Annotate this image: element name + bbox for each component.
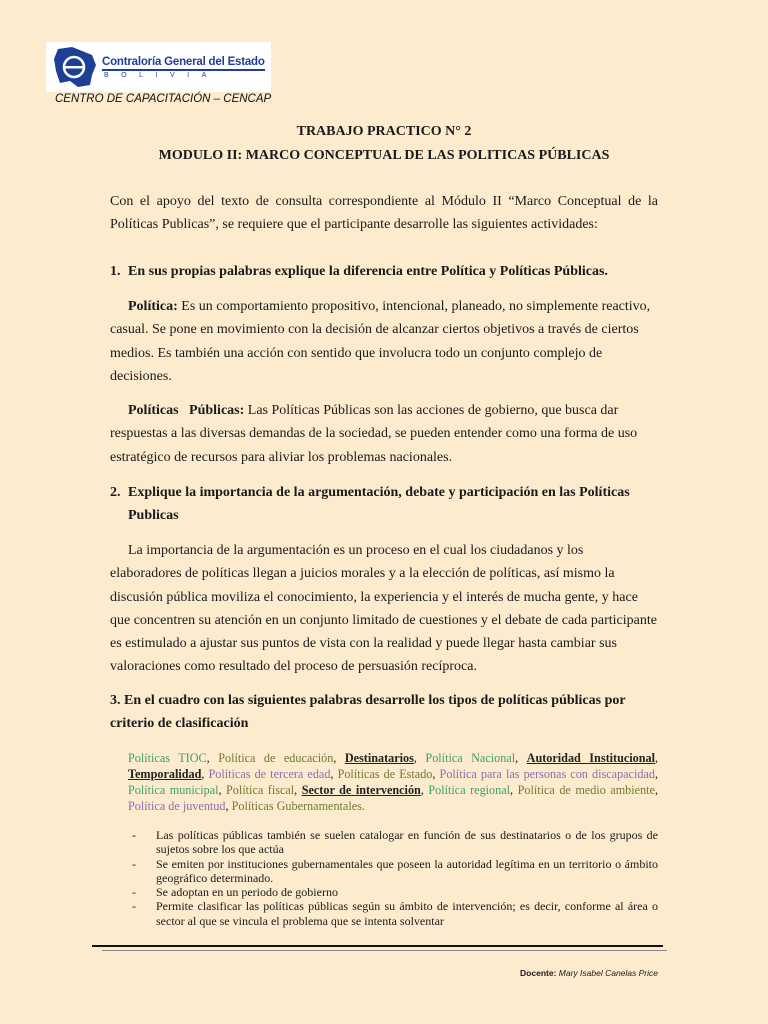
answer-politica-label: Política: [128, 299, 178, 314]
logo-name: Contraloría General del Estado [102, 55, 265, 68]
word-item: Políticas de tercera edad [208, 767, 331, 781]
answer-politica-text: Es un comportamiento propositivo, intencional, planeado, no simplemente reactivo, casual. Se pone en movimiento con la decisión de alcanzar ciertos objetivos a través de ciertos medios. Es también una acción con sentido que involucra todo un conjunto complejo de decisiones. [110, 299, 651, 384]
word-item: Política de medio ambiente [517, 783, 655, 797]
dash-icon: - [132, 856, 136, 871]
word-item: Sector de intervención [301, 783, 421, 797]
word-item: Política de juventud [128, 799, 226, 813]
dash-icon: - [132, 899, 136, 914]
footer-name: Mary Isabel Canelas Price [556, 968, 658, 978]
title-line-1: TRABAJO PRACTICO N° 2 [296, 124, 472, 139]
answer-politica [110, 295, 658, 388]
answer-2: La importancia de la argumentación es un proceso en el cual los ciudadanos y los elaboradores de políticas llegan a juicios morales y a la elección de políticas, así mismo la discusión pública moviliza el conocimiento, la experiencia y el interés de mucha gente, y hace que concentren su atención en un conjunto limitado de cuestiones y el debate de cada participante es estimulado a ajustar sus puntos de vista con la realidad y puede llegar hasta cambiar sus valoraciones como resultado del proceso de persuasión recíproca. [110, 543, 657, 675]
bullet-text: Las políticas públicas también se suelen catalogar en función de sus destinatarios o de los grupos de sujetos sobre los que actúa [156, 828, 658, 857]
word-item: Política Nacional [425, 751, 516, 765]
footer-divider-shadow [102, 950, 667, 951]
bullet-text: Permite clasificar las políticas públicas según su ámbito de intervención; es decir, conforme al área o sector al que se vincula el problema que se intenta solventar [156, 899, 658, 928]
footer-divider [92, 945, 663, 947]
word-item: Temporalidad [128, 767, 202, 781]
word-item: Política municipal [128, 783, 219, 797]
word-item: Destinatarios [344, 751, 414, 765]
word-item: Políticas TIOC [128, 751, 207, 765]
footer-label: Docente [520, 968, 554, 978]
dash-icon: - [132, 828, 136, 842]
bullet-list [128, 828, 658, 928]
header-cencap: CENTRO DE CAPACITACIÓN – CENCAP [55, 93, 272, 105]
question-3: 3. En el cuadro con las siguientes palabras desarrolle los tipos de políticas públicas por criterio de clasificación [110, 693, 626, 732]
logo-rule [102, 69, 265, 71]
question-1-text: En sus propias palabras explique la diferencia entre Política y Políticas Públicas. [128, 264, 608, 279]
bullet-text: Se adoptan en un periodo de gobierno [156, 885, 338, 900]
word-item: Autoridad Institucional [526, 751, 655, 765]
answer-politicas-publicas [110, 399, 658, 469]
intro-paragraph: Con el apoyo del texto de consulta correspondiente al Módulo II “Marco Conceptual de la Políticas Publicas”, se requiere que el participante desarrolle las siguientes actividades: [110, 194, 658, 233]
word-item: Política fiscal [226, 783, 295, 797]
question-2-number: 2. [110, 485, 121, 500]
question-2 [110, 481, 658, 528]
question-1-number: 1. [110, 264, 121, 279]
title-line-2: MODULO II: MARCO CONCEPTUAL DE LAS POLITICAS PÚBLICAS [158, 148, 610, 163]
word-item: Política para las personas con discapacidad [439, 767, 655, 781]
word-item: Políticas de Estado [337, 767, 433, 781]
answer-politicas-publicas-text: Las Políticas Públicas son las acciones de gobierno, que busca dar respuestas a las diversas demandas de la sociedad, se pueden entender como una forma de uso estratégico de recursos para aliviar los problemas nacionales. [110, 403, 638, 465]
bullet-item [128, 828, 658, 857]
word-item: Política de educación [218, 751, 334, 765]
word-item: Políticas Gubernamentales. [231, 799, 365, 813]
question-2-text: Explique la importancia de la argumentación, debate y participación en las Políticas Publicas [128, 485, 630, 524]
word-list: Políticas TIOC, Política de educación, Destinatarios, Política Nacional, Autoridad Institucional, Temporalidad, Políticas de tercera edad, Políticas de Estado, Política para las personas con discapacidad, Política municipal, Política fiscal, Sector de intervención, Política regional, Política de medio ambiente, Política de juventud, Políticas Gubernamentales. [128, 751, 659, 813]
footer: Docente: Mary Isabel Canelas Price [520, 968, 658, 978]
logo [46, 42, 271, 92]
bullet-text: Se emiten por instituciones gubernamentales que poseen la autoridad legítima en un territorio o ámbito geográfico determinado. [156, 856, 658, 885]
question-1 [110, 260, 658, 283]
word-item: Política regional [428, 783, 511, 797]
dash-icon: - [132, 885, 136, 900]
answer-politicas-publicas-label: Políticas Públicas: [128, 403, 245, 418]
bullet-item [128, 885, 658, 899]
logo-country: BOLIVIA [104, 71, 219, 79]
bolivia-map-emblem-icon [52, 45, 98, 89]
bullet-item [128, 857, 658, 886]
bullet-item [128, 899, 658, 928]
